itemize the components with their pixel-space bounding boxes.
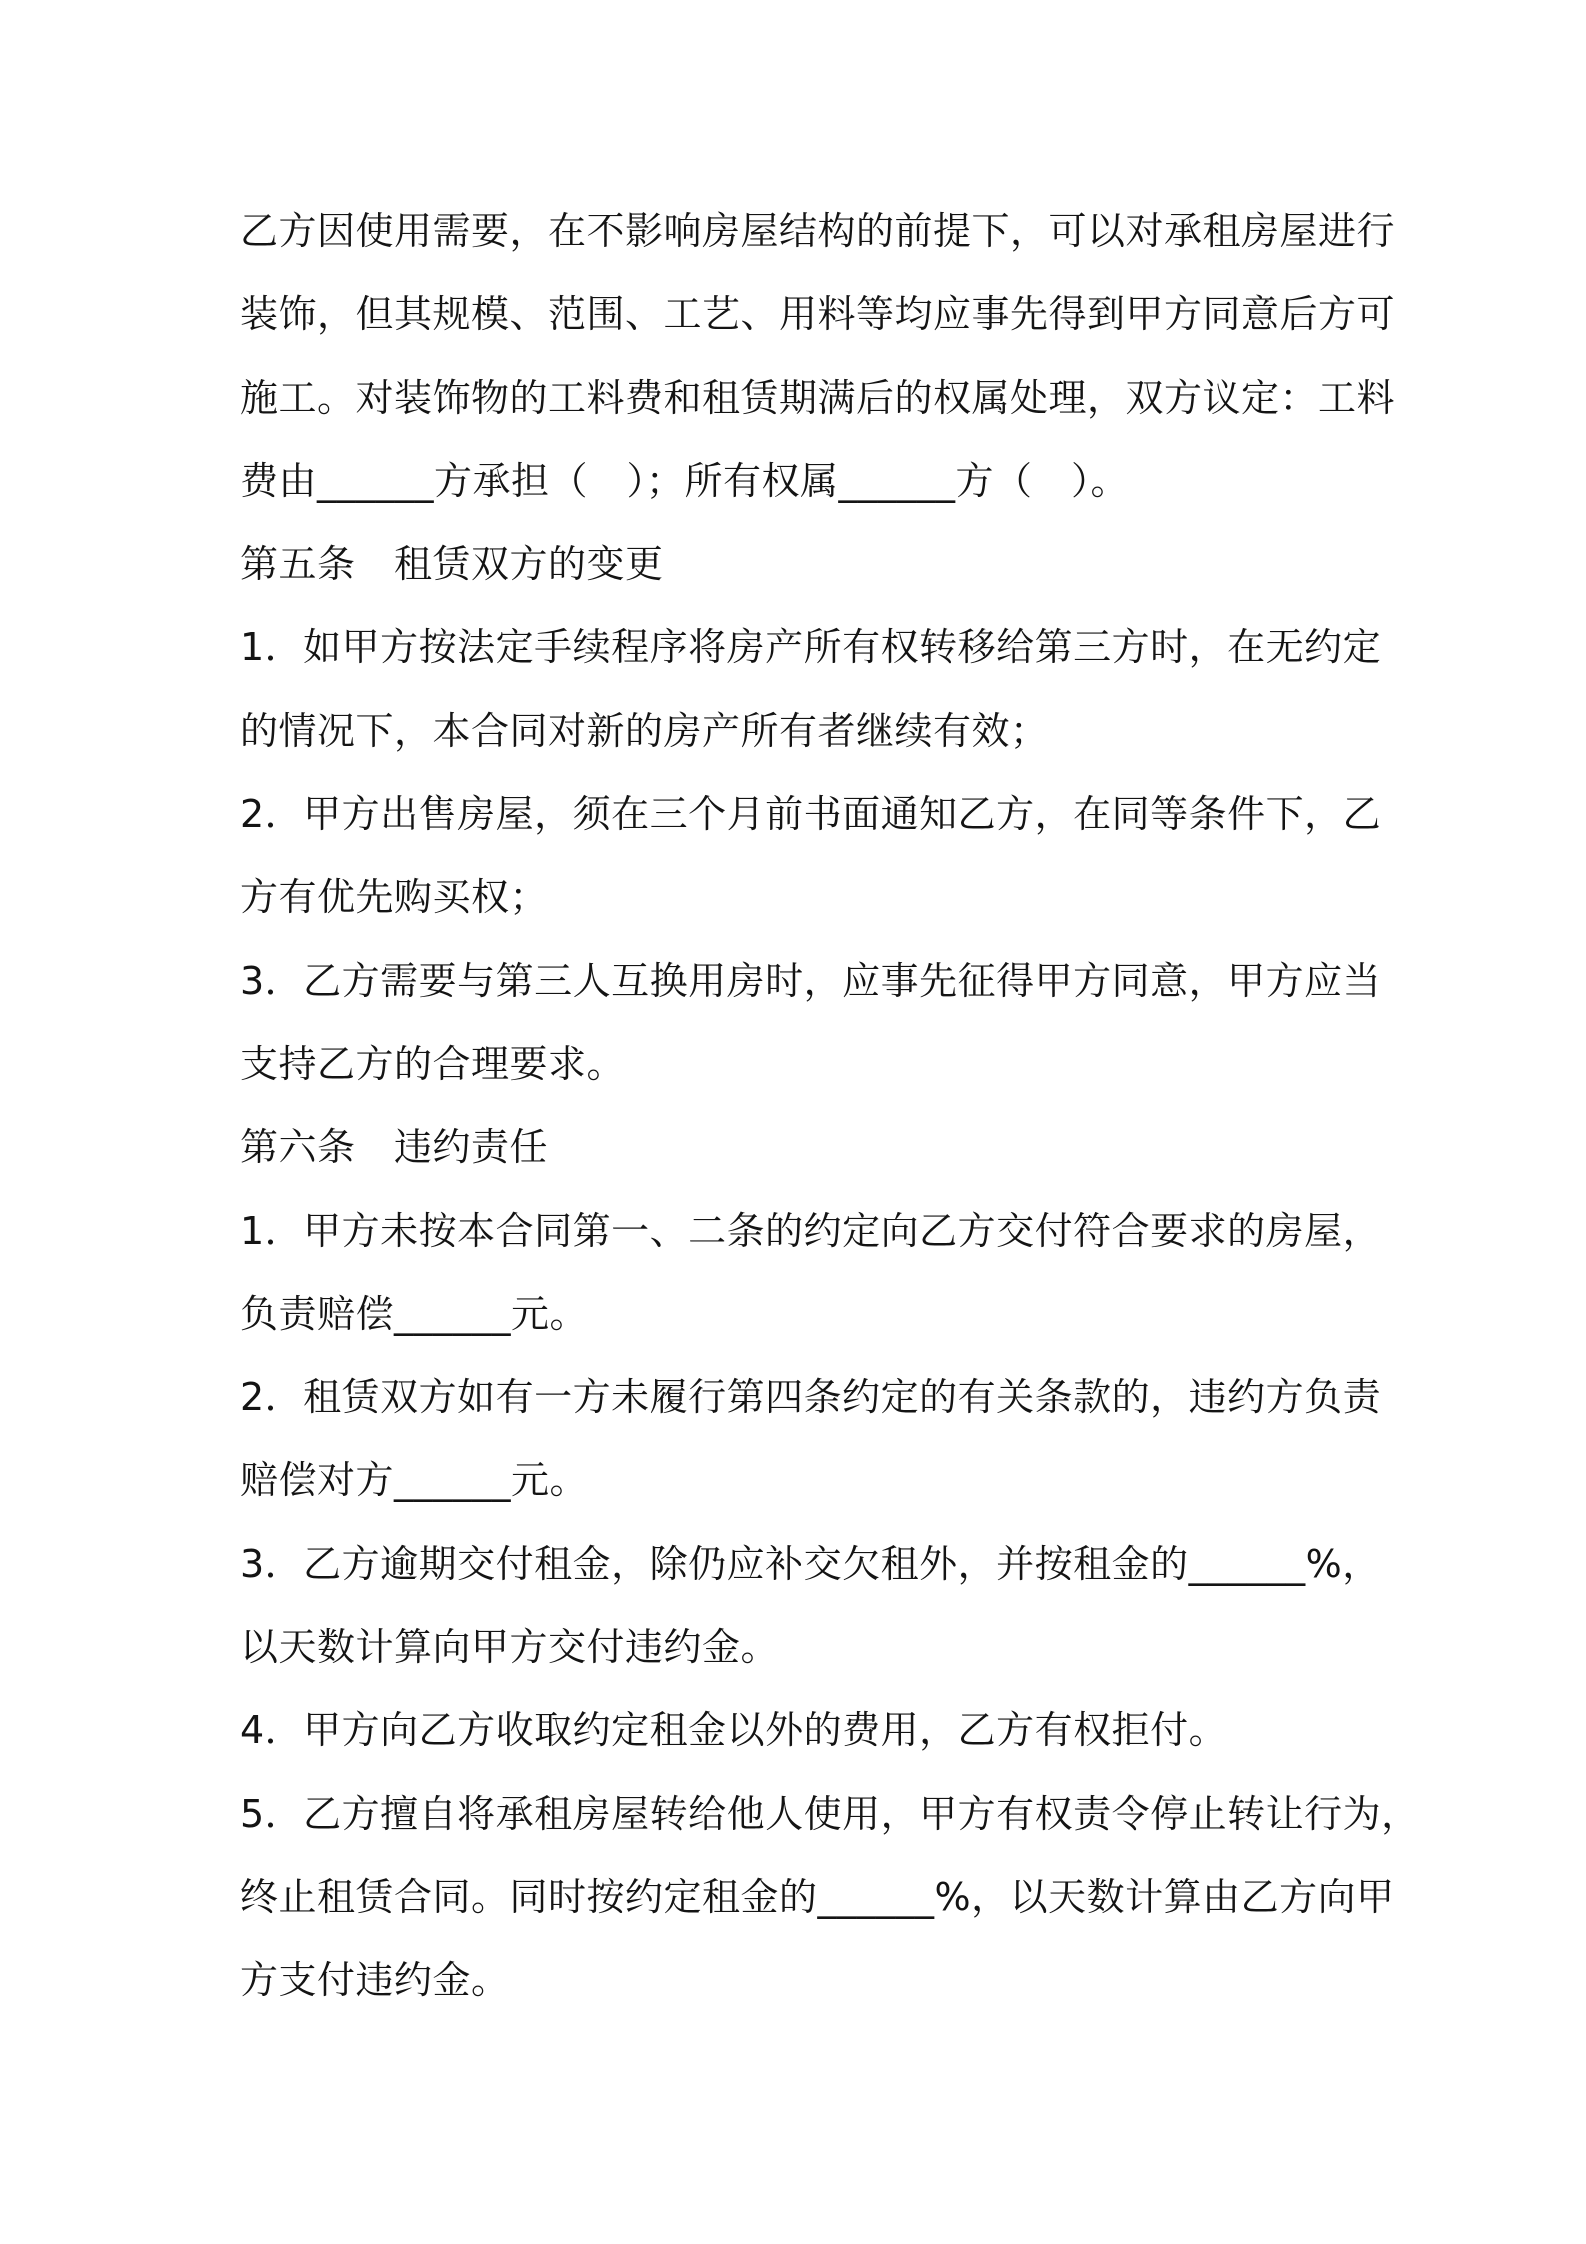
text-line: 施工。对装饰物的工料费和租赁期满后的权属处理，双方议定：工料 <box>240 375 1396 420</box>
text-line: 3．乙方需要与第三人互换用房时，应事先征得甲方同意，甲方应当 <box>240 958 1382 1003</box>
text-line: 方有优先购买权； <box>240 875 549 920</box>
contract-text <box>240 190 1420 2023</box>
text-line: 费由______方承担（ ）；所有权属______方（ ）。 <box>240 458 1130 503</box>
text-line: 5．乙方擅自将承租房屋转给他人使用，甲方有权责令停止转让行为， <box>240 1791 1420 1836</box>
section-heading-6: 第六条 违约责任 <box>240 1125 549 1170</box>
text-line: 负责赔偿______元。 <box>240 1291 589 1336</box>
text-line: 支持乙方的合理要求。 <box>240 1041 626 1086</box>
text-line: 方支付违约金。 <box>240 1958 510 2003</box>
text-line: 1．甲方未按本合同第一、二条的约定向乙方交付符合要求的房屋， <box>240 1208 1382 1253</box>
text-line: 2．租赁双方如有一方未履行第四条约定的有关条款的，违约方负责 <box>240 1375 1382 1420</box>
text-line: 1．如甲方按法定手续程序将房产所有权转移给第三方时，在无约定 <box>240 625 1382 670</box>
text-line: 2．甲方出售房屋，须在三个月前书面通知乙方，在同等条件下，乙 <box>240 792 1382 837</box>
text-line: 4．甲方向乙方收取约定租金以外的费用，乙方有权拒付。 <box>240 1708 1228 1753</box>
text-line: 装饰，但其规模、范围、工艺、用料等均应事先得到甲方同意后方可 <box>240 292 1396 337</box>
text-line: 3．乙方逾期交付租金，除仍应补交欠租外，并按租金的______%， <box>240 1541 1381 1586</box>
text-line: 的情况下，本合同对新的房产所有者继续有效； <box>240 708 1049 753</box>
text-line: 乙方因使用需要，在不影响房屋结构的前提下，可以对承租房屋进行 <box>240 209 1396 253</box>
text-line: 以天数计算向甲方交付违约金。 <box>240 1625 780 1670</box>
text-line: 赔偿对方______元。 <box>240 1458 589 1503</box>
text-line: 终止租赁合同。同时按约定租金的______%，以天数计算由乙方向甲 <box>240 1874 1395 1919</box>
section-heading-5: 第五条 租赁双方的变更 <box>240 542 664 587</box>
